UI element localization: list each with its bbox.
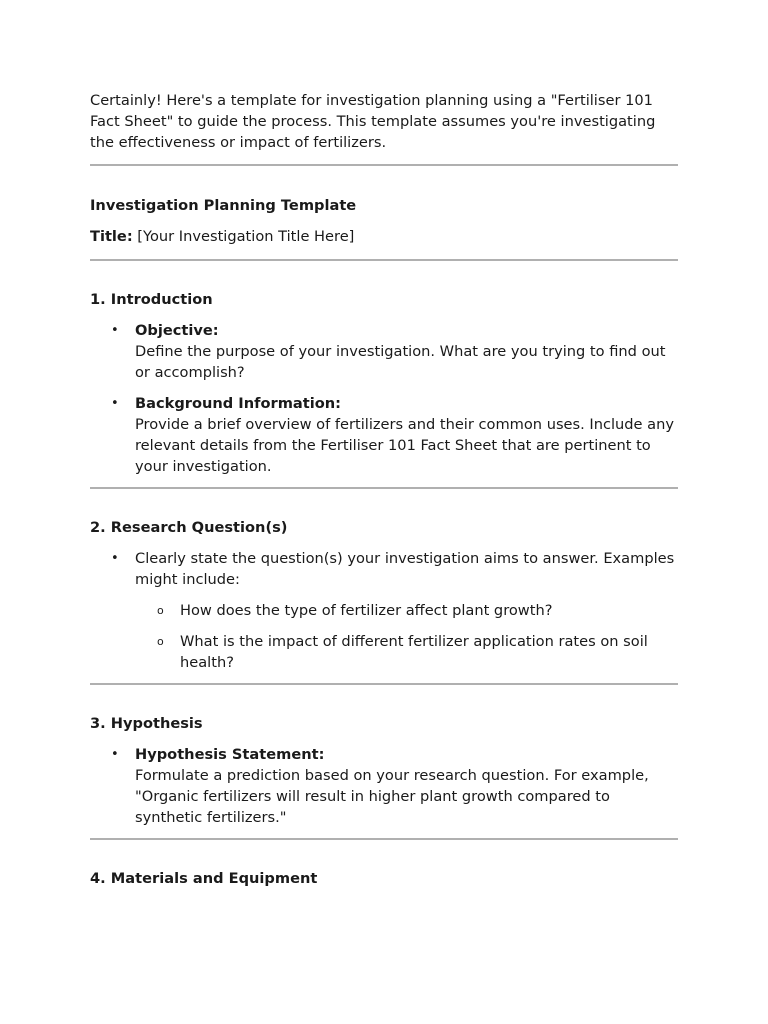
research-examples xyxy=(135,600,678,673)
objective-label: • Objective: xyxy=(135,322,219,339)
template-title: Investigation Planning Template xyxy=(90,197,357,214)
list-item-hypothesis xyxy=(90,744,678,828)
list-item-objective xyxy=(90,320,678,383)
section-heading-introduction: 1. Introduction xyxy=(90,291,213,308)
intro-paragraph: Certainly! Here's a template for investigation planning using a "Fertiliser 101 Fact Sheet" to guide the process. This template assumes you're investigating the effectiveness or impact of fertilizers. xyxy=(90,92,656,151)
background-text: Provide a brief overview of fertilizers and their common uses. Include any relevant details from the Fertiliser 101 Fact Sheet that are pertinent to your investigation. xyxy=(135,416,674,475)
title-placeholder: [Your Investigation Title Here] xyxy=(132,228,355,245)
hypothesis-text: Formulate a prediction based on your research question. For example, "Organic fertilizers will result in higher plant growth compared to synthetic fertilizers." xyxy=(135,767,649,826)
list-item-background xyxy=(90,393,678,477)
list-item-example: o How does the type of fertilizer affect plant growth? xyxy=(135,600,678,621)
section-heading-hypothesis: 3. Hypothesis xyxy=(90,715,203,732)
hypothesis-label: • Hypothesis Statement: xyxy=(135,746,325,763)
divider xyxy=(90,838,678,840)
title-label: Title: xyxy=(90,228,133,245)
research-list xyxy=(90,548,678,673)
objective-text: Define the purpose of your investigation. What are you trying to find out or accomplish? xyxy=(135,343,666,381)
background-label: • Background Information: xyxy=(135,395,341,412)
list-item-research xyxy=(90,548,678,673)
divider xyxy=(90,683,678,685)
divider xyxy=(90,259,678,261)
section-heading-research: 2. Research Question(s) xyxy=(90,519,288,536)
section-heading-materials: 4. Materials and Equipment xyxy=(90,870,318,887)
hypothesis-list xyxy=(90,744,678,828)
list-item-example: o What is the impact of different fertilizer application rates on soil health? xyxy=(135,631,678,673)
divider xyxy=(90,487,678,489)
title-line xyxy=(90,226,678,247)
introduction-list xyxy=(90,320,678,477)
research-text: • Clearly state the question(s) your investigation aims to answer. Examples might include: xyxy=(135,550,675,588)
divider xyxy=(90,164,678,166)
